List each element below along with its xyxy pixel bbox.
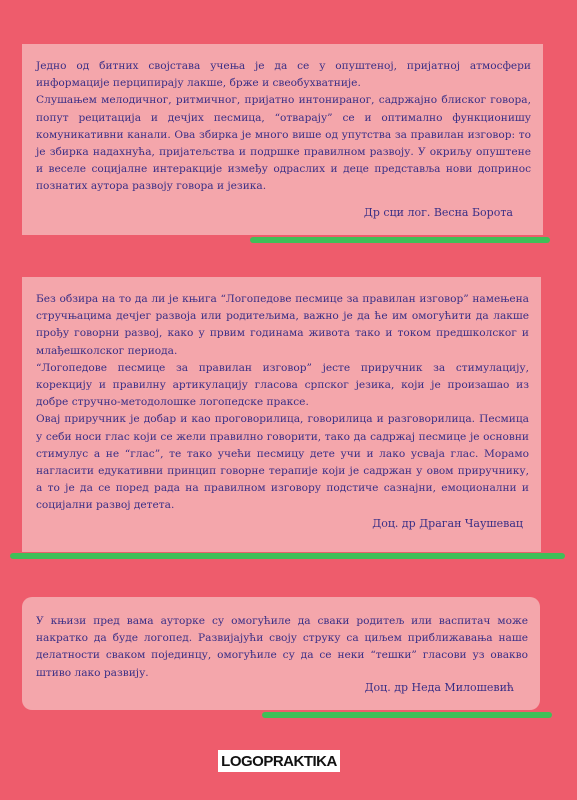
review-box-3 <box>22 597 540 710</box>
logo-part-1: LOGO <box>221 752 264 770</box>
logopraktika-logo <box>218 750 340 772</box>
review-2-paragraph-2: “Логопедове песмице за правилан изговор” јесте приручник за стимулацију, корекцију и правилну артикулацију гласова српског језика, који је произашао из добре стручно-методолошке логопедске праксе. <box>36 361 529 409</box>
review-1-signature: Др сци лог. Весна Борота <box>363 205 513 219</box>
review-3-signature: Доц. др Неда Милошевић <box>364 680 514 694</box>
review-box-2 <box>22 277 541 552</box>
green-brush-stroke <box>10 553 565 559</box>
review-1-paragraph-2: Слушањем мелодичног, ритмичног, пријатно интонираног, садржајно блиског говора, попут рецитација и дечјих песмица, “отварају” се и оптимално функционишу комуникативни канали. Ова збирка је много више од упутства за правилан изговор: то је збирка надахнућа, пријатељства и подршке правилном развоју. У окриљу опуштене и веселе социјалне интеракције између одраслих и деце представља нови допринос познатих аутора развоју говора и језика. <box>36 94 531 193</box>
review-2-signature: Доц. др Драган Чаушевац <box>372 516 523 530</box>
review-3-paragraph-1: У књизи пред вама ауторке су омогућиле да сваки родитељ или васпитач може накратко да буде логопед. Развијајући своју струку са циљем приближавања наше делатности сваком појединцу, омогућиле су да се неки “тешки” гласови уз овакво штиво лако развију. <box>36 615 528 679</box>
review-1-paragraph-1: Једно од битних својстава учења је да се у опуштеној, пријатној атмосфери информације перципирају лакше, брже и свеобухватније. <box>36 60 531 90</box>
review-2-paragraph-1: Без обзира на то да ли је књига “Логопедове песмице за правилан изговор” намењена стручњацима дечјег развоја или родитељима, важно је да ће им омогућити да лакше прођу говорни развој, како у првим годинама живота тако и током предшколског и млађешколског периода. <box>36 293 529 357</box>
green-brush-stroke <box>250 237 550 243</box>
review-box-1 <box>22 44 543 235</box>
logo-part-2: PRAKTIKA <box>263 752 337 770</box>
green-brush-stroke <box>262 712 552 718</box>
review-2-paragraph-3: Овај приручник је добар и као проговорилица, говорилица и разговорилица. Песмица у себи носи глас који се жели правилно говорити, тако да садржај песмице је основни стимулус а не “глас”, те тако учећи песмицу дете учи и лако усваја глас. Морамо нагласити едукативни принцип говорне терапије који је садржан у овом приручнику, а то је да се поред рада на правилном изговору подстиче сазнајни, емоционални и социјални развој детета. <box>36 413 529 512</box>
